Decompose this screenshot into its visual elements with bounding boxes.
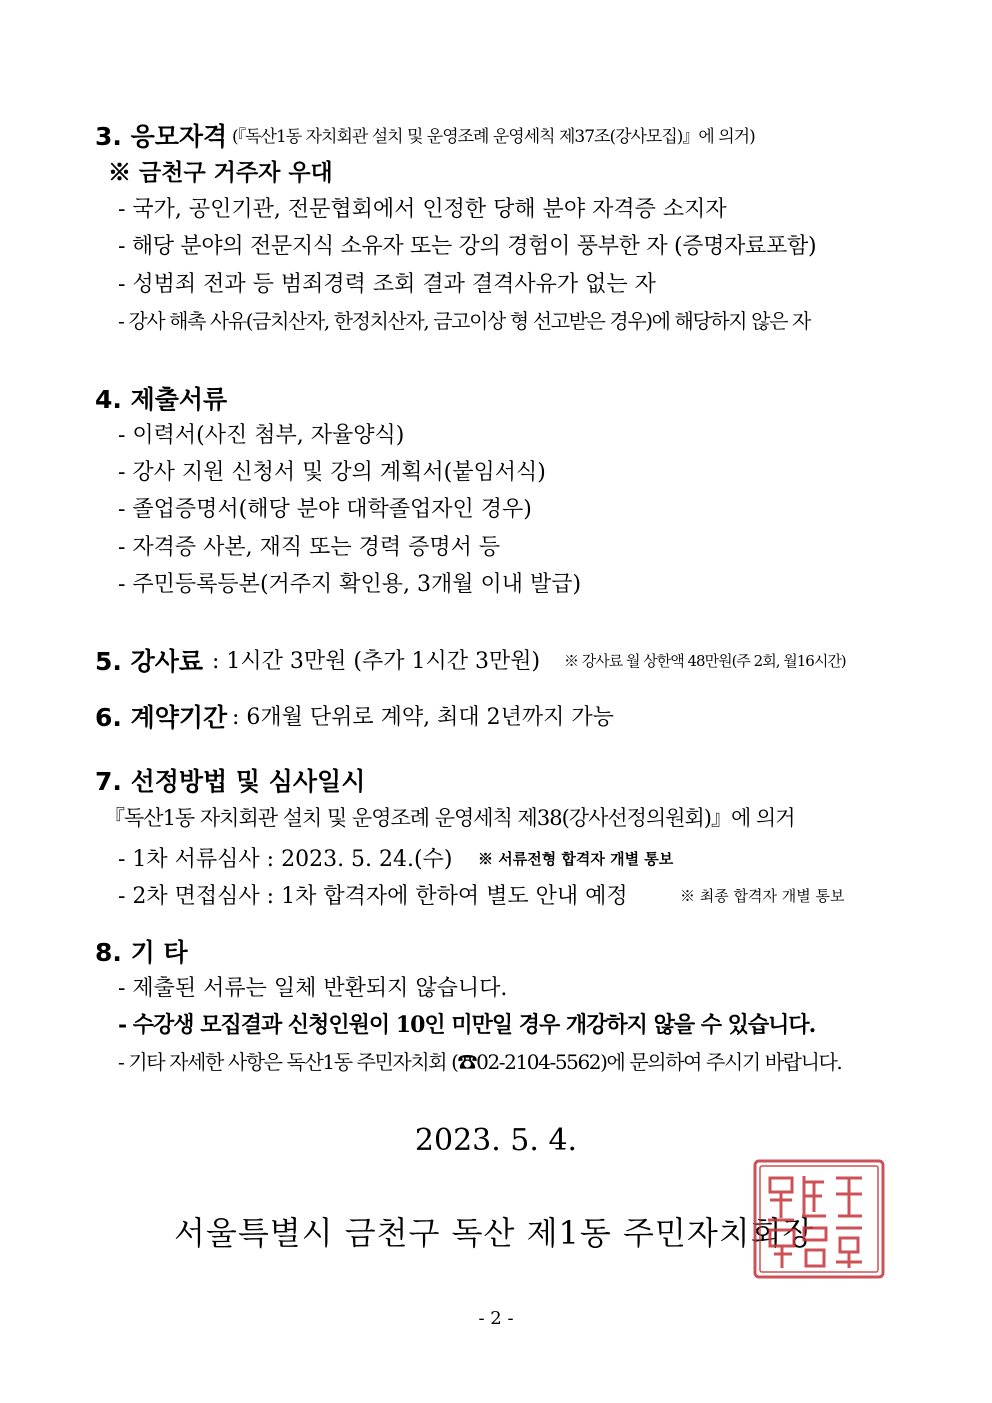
official-seal: [752, 1158, 886, 1280]
section-3-heading: 3. 응모자격: [95, 122, 228, 151]
document-date: 2023. 5. 4.: [414, 1123, 578, 1158]
section-7-reference: 『독산1동 자치회관 설치 및 운영조례 운영세칙 제38(강사선정의원회)』에 의거: [104, 806, 795, 830]
section-3-title: [95, 117, 227, 153]
section-3-item: - 성범죄 전과 등 범죄경력 조회 결과 결격사유가 없는 자: [118, 272, 656, 297]
section-4-item: - 자격증 사본, 재직 또는 경력 증명서 등: [118, 535, 501, 560]
section-5-text: : 1시간 3만원 (추가 1시간 3만원): [212, 649, 541, 674]
section-7-item-2: - 2차 면접심사 : 1차 합격자에 한하여 별도 안내 예정: [118, 884, 628, 909]
section-7-item-2-note: ※ 최종 합격자 개별 통보: [680, 887, 845, 905]
section-3-note: ※ 금천구 거주자 우대: [108, 159, 333, 186]
section-6-title: 6. 계약기간: [95, 703, 228, 732]
section-7-item-1: - 1차 서류심사 : 2023. 5. 24.(수): [118, 847, 453, 872]
section-7-item-1-note: ※ 서류전형 합격자 개별 통보: [478, 850, 674, 868]
section-8-item: - 수강생 모집결과 신청인원이 10인 미만일 경우 개강하지 않을 수 있습니다.: [118, 1012, 816, 1038]
section-3-item: - 국가, 공인기관, 전문협회에서 인정한 당해 분야 자격증 소지자: [118, 197, 727, 222]
section-5-note: ※ 강사료 월 상한액 48만원(주 2회, 월16시간): [564, 652, 846, 670]
section-6-text: : 6개월 단위로 계약, 최대 2년까지 가능: [232, 705, 614, 730]
section-4-item: - 강사 지원 신청서 및 강의 계획서(붙임서식): [118, 460, 546, 485]
section-4-item: - 졸업증명서(해당 분야 대학졸업자인 경우): [118, 497, 532, 522]
section-8-title: 8. 기 타: [95, 938, 188, 967]
section-3-item: - 해당 분야의 전문지식 소유자 또는 강의 경험이 풍부한 자 (증명자료포함): [118, 234, 817, 259]
section-4-item: - 주민등록등본(거주지 확인용, 3개월 이내 발급): [118, 572, 582, 597]
issuer-signature: 서울특별시 금천구 독산 제1동 주민자치회장: [174, 1214, 815, 1252]
section-5-title: 5. 강사료: [95, 647, 204, 676]
section-7-title: 7. 선정방법 및 심사일시: [95, 767, 366, 796]
section-3-item: - 강사 해촉 사유(금치산자, 한정치산자, 금고이상 형 선고받은 경우)에 해당하지 않은 자: [118, 309, 810, 333]
section-4-item: - 이력서(사진 첨부, 자율양식): [118, 423, 405, 448]
section-8-item: - 제출된 서류는 일체 반환되지 않습니다.: [118, 976, 508, 1001]
section-8-item: - 기타 자세한 사항은 독산1동 주민자치회 (☎02-2104-5562)에 문의하여 주시기 바랍니다.: [118, 1050, 842, 1074]
page-number: - 2 -: [478, 1308, 514, 1329]
section-3-reference: (『독산1동 자치회관 설치 및 운영조례 운영세칙 제37조(강사모집)』에 의거): [232, 127, 755, 147]
section-4-title: 4. 제출서류: [95, 385, 228, 414]
